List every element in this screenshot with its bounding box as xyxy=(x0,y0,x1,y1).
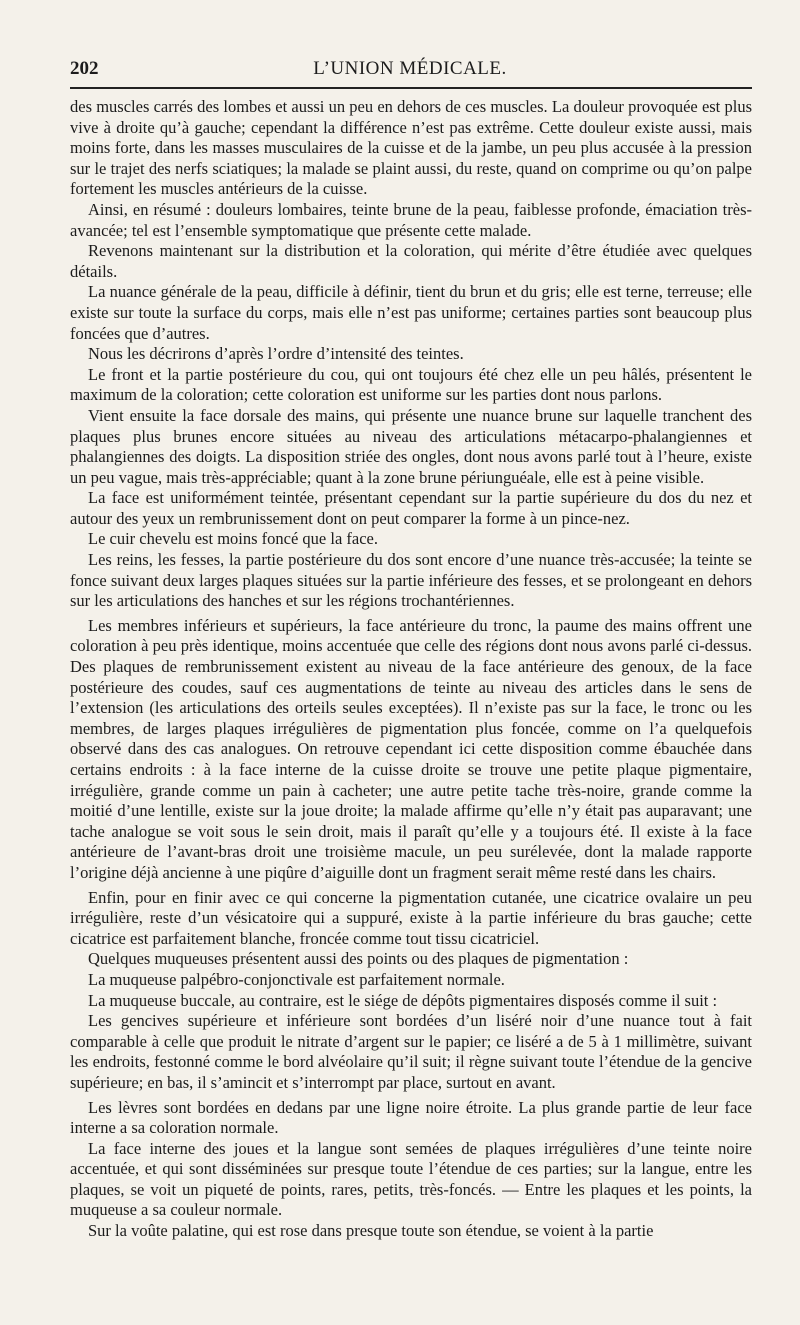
paragraph: La muqueuse buccale, au contraire, est le siége de dépôts pigmentaires disposés comme il suit : xyxy=(88,990,718,1010)
paragraph: Les membres inférieurs et supérieurs, la face antérieure du tronc, la paume des mains offrent une coloration à peu près identique, moins accentuée que celle des régions dont nous avons parlé ci-dessus. Des plaques de rembrunissement existent au niveau de la face antérieure des genoux, de la face postérieure des coudes, sauf ces augmentations de teinte au niveau des articles dans le sens de l’extension (les articulations des orteils seules exceptées). Il n’existe pas sur la face, le tronc ou les membres, de larges plaques irrégulières de pigmentation plus foncée, comme on l’a quelquefois observé dans des cas analogues. On retrouve cependant ici cette disposition comme ébauchée dans certains endroits : à la face interne de la cuisse droite se trouve une petite plaque pigmentaire, irrégulière, grande comme un pain à cacheter; une autre petite tache très-noire, grande comme la moitié d’une lentille, existe sur la joue droite; la malade affirme qu’elle n’y était pas auparavant; une tache analogue se voit sous le sein droit, mais il paraît qu’elle y a toujours été. Il existe à la face antérieure de l’avant-bras droit une troisième macule, un peu surélevée, dont la malade rapporte l’origine déjà ancienne à une piqûre d’aiguille dont un fragment serait même resté dans les chairs. xyxy=(70,615,752,882)
page-number: 202 xyxy=(70,58,99,79)
paragraph: La face est uniformément teintée, présentant cependant sur la partie supérieure du dos du nez et autour des yeux un rembrunissement dont on peut comparer la forme à un pince-nez. xyxy=(70,488,752,528)
paragraph: Revenons maintenant sur la distribution et la coloration, qui mérite d’être étudiée avec quelques détails. xyxy=(70,241,752,281)
paragraph: Enfin, pour en finir avec ce qui concerne la pigmentation cutanée, une cicatrice ovalaire un peu irrégulière, reste d’un vésicatoire qui a suppuré, existe à la partie inférieure du bras gauche; cette cicatrice est parfaitement blanche, froncée comme tout tissu cicatriciel. xyxy=(70,887,752,948)
paragraph: Les gencives supérieure et inférieure sont bordées d’un liséré noir d’une nuance tout à fait comparable à celle que produit le nitrate d’argent sur le papier; ce liséré a de 5 à 1 millimètre, suivant les endroits, festonné comme le bord alvéolaire qu’il suit; il règne suivant toute l’étendue de la gencive supérieure; en bas, il s’amincit et s’interrompt par place, surtout en avant. xyxy=(70,1011,752,1092)
paragraph: La nuance générale de la peau, difficile à définir, tient du brun et du gris; elle est terne, terreuse; elle existe sur toute la surface du corps, mais elle n’est pas uniforme; certaines parties sont beaucoup plus foncées que d’autres. xyxy=(70,282,752,343)
paragraph: Le cuir chevelu est moins foncé que la face. xyxy=(88,529,378,549)
paragraph: Les reins, les fesses, la partie postérieure du dos sont encore d’une nuance très-accusée; la teinte se fonce suivant deux larges plaques situées sur la partie inférieure des fesses, et se prolongeant en dehors sur les articulations des hanches et sur les régions trochantériennes. xyxy=(70,550,752,611)
paragraph: Ainsi, en résumé : douleurs lombaires, teinte brune de la peau, faiblesse profonde, émaciation très-avancée; tel est l’ensemble symptomatique que présente cette malade. xyxy=(70,199,752,240)
paragraph: des muscles carrés des lombes et aussi un peu en dehors de ces muscles. La douleur provoquée est plus vive à droite qu’à gauche; cependant la différence n’est pas extrême. Cette douleur existe aussi, mais moins forte, dans les masses musculaires de la cuisse et de la jambe, un peu plus accusée à la pression sur le trajet des nerfs sciatiques; la malade se plaint aussi, du reste, quand on comprime ou qu’on palpe fortement les muscles antérieurs de la cuisse. xyxy=(70,97,752,199)
page-header xyxy=(70,52,750,84)
paragraph: Le front et la partie postérieure du cou, qui ont toujours été chez elle un peu hâlés, présentent le maximum de la coloration; cette coloration est uniforme sur les parties dont nous parlons. xyxy=(70,364,752,405)
paragraph: La face interne des joues et la langue sont semées de plaques irrégulières d’une teinte noire accentuée, et qui sont disséminées sur presque toute l’étendue de ces parties; sur la langue, entre les plaques, se voit un piqueté de points, rares, petits, très-foncés. — Entre les plaques et les points, la muqueuse a sa couleur normale. xyxy=(70,1138,752,1220)
paragraph: Quelques muqueuses présentent aussi des points ou des plaques de pigmentation : xyxy=(88,949,629,969)
paragraph: Vient ensuite la face dorsale des mains, qui présente une nuance brune sur laquelle tranchent des plaques plus brunes encore situées au niveau des articulations métacarpo-phalangiennes et phalangiennes des doigts. La disposition striée des ongles, dont nous avons parlé tout à l’heure, existe un peu vague, mais très-appréciable; quant à la zone brune périunguéale, elle est à peine visible. xyxy=(70,405,752,487)
header-rule xyxy=(70,87,752,89)
paragraph: Les lèvres sont bordées en dedans par une ligne noire étroite. La plus grande partie de leur face interne a sa coloration normale. xyxy=(70,1097,752,1138)
paragraph: La muqueuse palpébro-conjonctivale est parfaitement normale. xyxy=(88,969,505,989)
article-body xyxy=(70,97,752,1242)
paragraph: Nous les décrirons d’après l’ordre d’intensité des teintes. xyxy=(88,344,464,364)
paragraph: Sur la voûte palatine, qui est rose dans presque toute son étendue, se voient à la partie xyxy=(88,1221,654,1241)
running-title: L’UNION MÉDICALE. xyxy=(313,58,507,79)
